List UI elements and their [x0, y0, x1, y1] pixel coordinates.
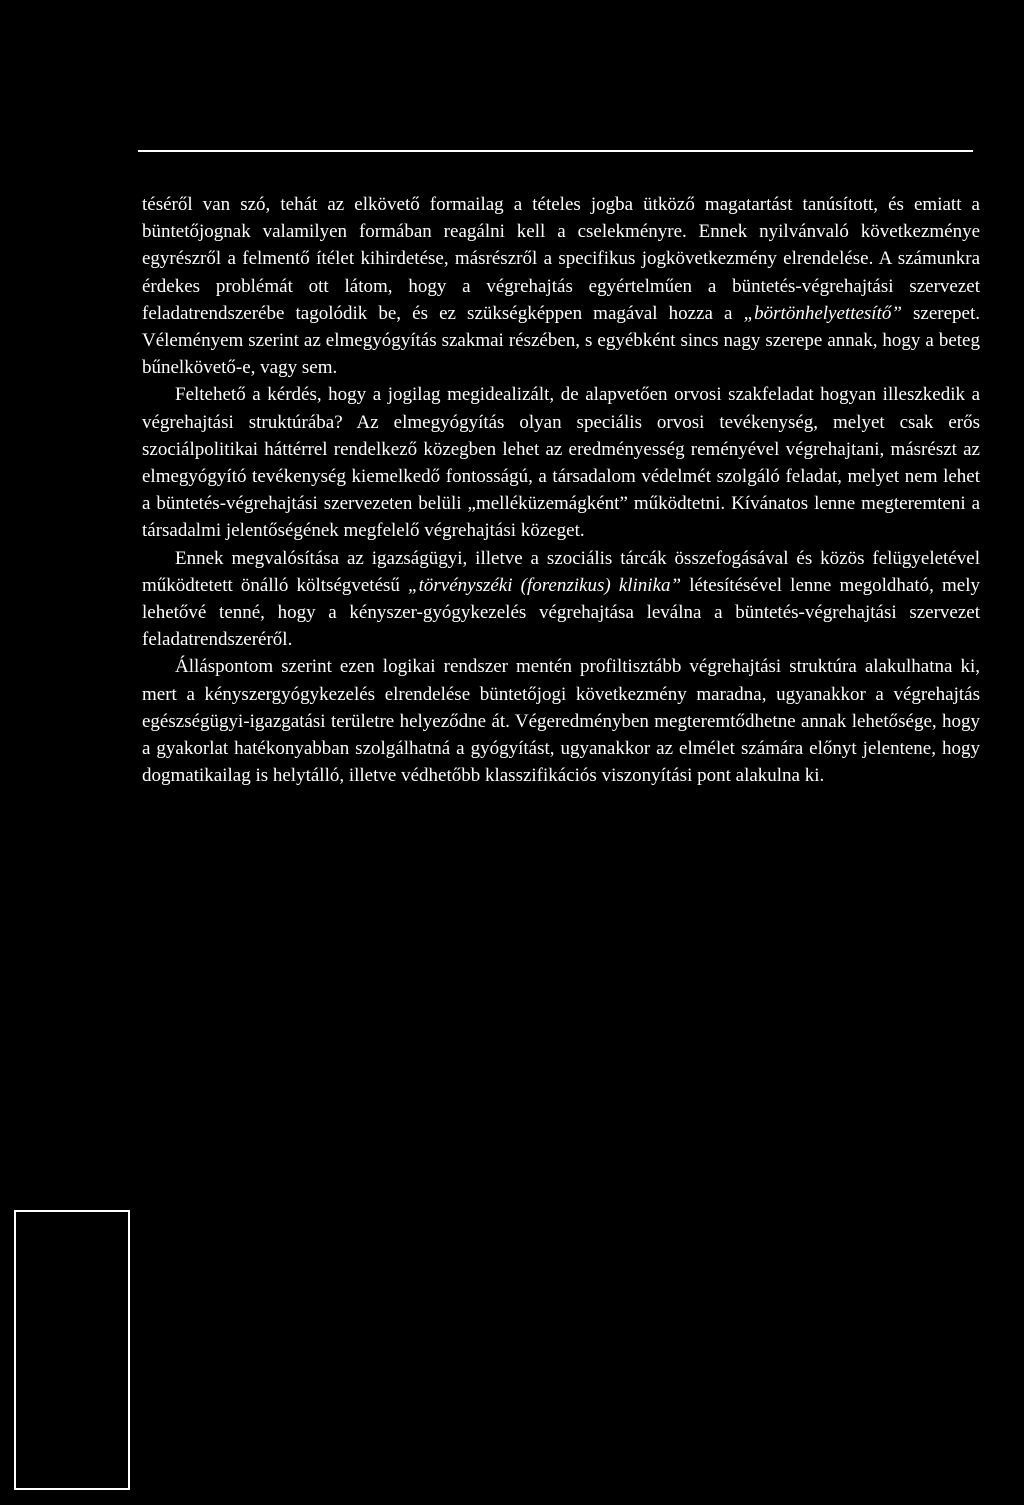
empty-frame-box	[14, 1210, 130, 1490]
paragraph-1-text-cont: szerepet. Véleményem szerint az elmegyógyítás szakmai részében, s egyébként sincs nagy szerepe annak, hogy a beteg bűnelkövető-e, vagy sem.	[142, 302, 981, 379]
paragraph-3-text: Ennek megvalósítása az igazságügyi, illetve a szociális tárcák összefogásával és közös felügyeletével működtetett önálló költségvetésű	[142, 547, 980, 596]
paragraph-4-text: Álláspontom szerint ezen logikai rendszer mentén profiltisztább végrehajtási struktúra alakulhatna ki, mert a kényszergyógykezelés elrendelése büntetőjogi következmény maradna, ugyanakkor a végrehajtás egészségügyi-igazgatási területre helyeződne át. Végeredményben megteremtődhetne annak lehetősége, hogy a gyakorlat hatékonyabban szolgálhatná a gyógyítást, ugyanakkor az elmélet számára előnyt jelentene, hogy dogmatikailag is helytálló, illetve védhetőbb klasszifikációs viszonyítási pont alakulna ki.	[142, 656, 980, 787]
quoted-term-bortonhelyettesito: „börtönhelyettesítő”	[743, 302, 902, 324]
paragraph-3	[142, 545, 980, 654]
paragraph-3-text-cont: létesítésével lenne megoldható, mely lehetővé tenné, hogy a kényszer-gyógykezelés végrehajtása leválna a büntetés-végrehajtási szervezet feladatrendszeréről.	[142, 574, 981, 651]
body-text	[142, 191, 980, 789]
paragraph-1-text: téséről van szó, tehát az elkövető formailag a tételes jogba ütköző magatartást tanúsított, és emiatt a büntetőjognak valamilyen formában reagálni kell a cselekményre. Ennek nyilvánvaló következménye egyrészről a felmentő ítélet kihirdetése, másrészről a specifikus jogkövetkezmény elrendelése. A számunkra érdekes problémát ott látom, hogy a végrehajtás egyértelműen a büntetés-végrehajtási szervezet feladatrendszerébe tagolódik be, és ez szükségképpen magával hozza a	[142, 194, 980, 324]
paragraph-1	[142, 191, 980, 381]
paragraph-2	[142, 381, 980, 544]
paragraph-4	[142, 653, 980, 789]
quoted-term-forenzikus-klinika: „törvényszéki (forenzikus) klinika”	[408, 574, 682, 596]
paragraph-2-text: Feltehető a kérdés, hogy a jogilag megidealizált, de alapvetően orvosi szakfeladat hogyan illeszkedik a végrehajtási struktúrába? Az elmegyógyítás olyan speciális orvosi tevékenység, melyet csak erős szociálpolitikai háttérrel rendelkező közegben lehet az eredményesség reményével végrehajtani, másrészt az elmegyógyító tevékenység kiemelkedő fontosságú, a társadalom védelmét szolgáló feladat, melyet nem lehet a büntetés-végrehajtási szervezeten belüli „melléküzemágként” működtetni. Kívánatos lenne megteremteni a társadalmi jelentőségének megfelelő végrehajtási közeget.	[142, 384, 980, 542]
top-rule	[138, 150, 973, 152]
